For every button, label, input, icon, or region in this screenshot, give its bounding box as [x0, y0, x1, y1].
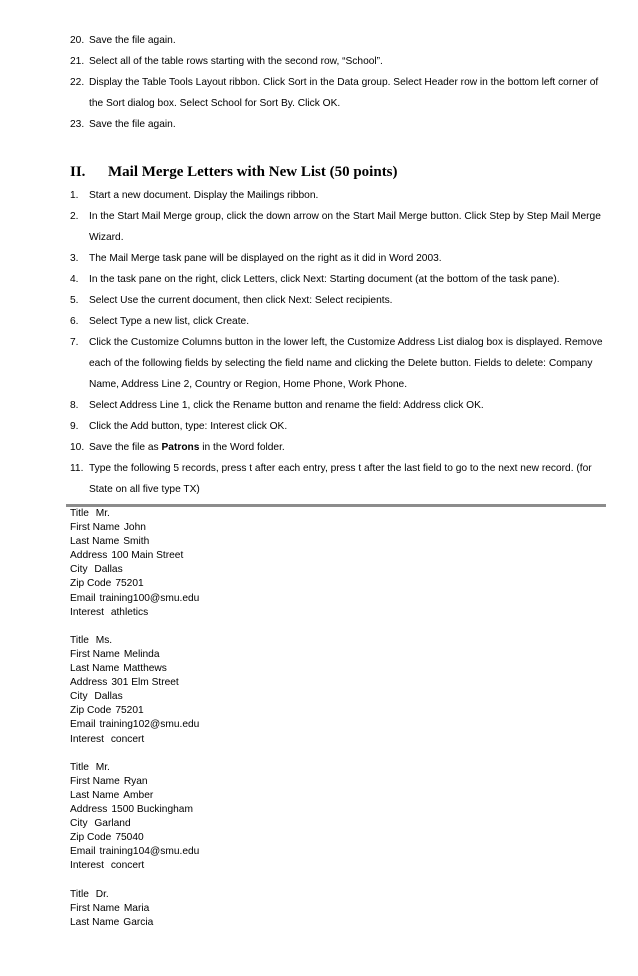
record-field — [70, 592, 370, 606]
step-number: 7. — [70, 337, 79, 348]
field-label: Interest — [70, 733, 104, 745]
section-heading — [70, 160, 610, 184]
step-text: Click the Customize Columns button in the lower left, the Customize Address List dialog box is displayed. Remove each of the following fields by selecting the field name and clicking the Delete button. Fields to delete: Company Name, Address Line 2, Country or Region, Home Phone, Work Phone. — [89, 337, 603, 390]
field-value: 75040 — [115, 832, 144, 844]
record-field — [70, 507, 370, 521]
record — [70, 761, 370, 874]
field-label: Address — [70, 677, 108, 689]
field-value: Dr. — [92, 888, 109, 900]
field-label: Title — [70, 761, 89, 773]
field-label: City — [70, 564, 88, 576]
step-number: 10. — [70, 442, 85, 453]
field-label: Interest — [70, 860, 104, 872]
list-item — [70, 206, 610, 248]
list-item — [70, 416, 610, 437]
field-value: training100@smu.edu — [99, 592, 200, 604]
field-value: training102@smu.edu — [99, 719, 200, 731]
record-field — [70, 888, 370, 902]
field-value: Mr. — [92, 761, 110, 773]
record-field — [70, 789, 370, 803]
step-text: In the task pane on the right, click Letters, click Next: Starting document (at the bottom of the task pane). — [89, 274, 560, 285]
field-label: Last Name — [70, 916, 120, 928]
field-value: 1500 Buckingham — [111, 803, 193, 815]
step-text: Start a new document. Display the Mailings ribbon. — [89, 190, 319, 201]
step-text: Save the file again. — [89, 119, 176, 130]
field-value: Dallas — [91, 564, 123, 576]
field-label: First Name — [70, 522, 120, 534]
record-field — [70, 817, 370, 831]
field-label: Email — [70, 846, 96, 858]
list-item — [70, 248, 610, 269]
step-number: 4. — [70, 274, 79, 285]
field-value: Amber — [123, 789, 154, 801]
field-label: Last Name — [70, 663, 120, 675]
record-field — [70, 690, 370, 704]
record-field — [70, 718, 370, 732]
record-field — [70, 577, 370, 591]
list-item — [70, 269, 610, 290]
file-name-bold: Patrons — [161, 442, 200, 453]
step-text-after: in the Word folder. — [199, 442, 285, 453]
field-value: Garland — [91, 818, 131, 830]
step-number: 8. — [70, 400, 79, 411]
record-field — [70, 606, 370, 620]
record-field — [70, 845, 370, 859]
field-value: 100 Main Street — [111, 550, 184, 562]
record-field — [70, 704, 370, 718]
field-value: John — [123, 522, 146, 534]
step-text: Click the Add button, type: Interest click OK. — [89, 421, 288, 432]
step-text: Type the following 5 records, press t after each entry, press t after the last field to go to the next new record. (for State on all five type TX) — [89, 463, 592, 495]
field-label: City — [70, 818, 88, 830]
record — [70, 507, 370, 620]
list-item — [70, 72, 610, 114]
section-title: Mail Merge Letters with New List (50 points) — [108, 163, 398, 180]
step-number: 11. — [70, 463, 84, 474]
step-text: Save the file again. — [89, 35, 176, 46]
record — [70, 634, 370, 747]
list-item — [70, 437, 610, 458]
field-label: First Name — [70, 775, 120, 787]
record-field — [70, 775, 370, 789]
list-item — [70, 30, 610, 51]
field-value: 301 Elm Street — [111, 677, 179, 689]
field-label: Zip Code — [70, 832, 112, 844]
field-label: First Name — [70, 648, 120, 660]
field-label: Title — [70, 888, 89, 900]
step-text: Select Type a new list, click Create. — [89, 316, 250, 327]
step-number: 3. — [70, 253, 79, 264]
field-value: concert — [107, 733, 145, 745]
field-value: training104@smu.edu — [99, 846, 200, 858]
field-value: Ryan — [123, 775, 148, 787]
record — [70, 888, 370, 930]
step-text: Select all of the table rows starting with the second row, “School”. — [89, 56, 383, 67]
step-text: In the Start Mail Merge group, click the down arrow on the Start Mail Merge button. Click Step by Step Mail Merge Wizard. — [89, 211, 601, 243]
record-field — [70, 859, 370, 873]
field-value: concert — [107, 860, 145, 872]
step-text — [89, 437, 610, 458]
step-number: 6. — [70, 316, 79, 327]
previous-steps-list — [70, 30, 610, 135]
record-field — [70, 831, 370, 845]
field-label: Zip Code — [70, 705, 112, 717]
record-field — [70, 902, 370, 916]
field-label: City — [70, 691, 88, 703]
record-field — [70, 549, 370, 563]
records-list — [70, 507, 370, 944]
section-number: II. — [70, 163, 86, 180]
step-text-before: Save the file as — [89, 442, 162, 453]
step-text: Display the Table Tools Layout ribbon. Click Sort in the Data group. Select Header row in the bottom left corner of the Sort dialog box. Select School for Sort By. Click OK. — [89, 77, 599, 109]
field-label: Email — [70, 719, 96, 731]
field-value: 75201 — [115, 705, 144, 717]
step-number: 21. — [70, 56, 85, 67]
record-field — [70, 634, 370, 648]
field-value: Garcia — [123, 916, 154, 928]
field-label: Title — [70, 508, 89, 519]
field-value: Mr. — [92, 508, 110, 519]
record-field — [70, 535, 370, 549]
field-label: Zip Code — [70, 578, 112, 590]
list-item — [70, 290, 610, 311]
record-field — [70, 916, 370, 930]
step-number: 23. — [70, 119, 85, 130]
record-field — [70, 563, 370, 577]
step-number: 20. — [70, 35, 85, 46]
list-item — [70, 51, 610, 72]
record-field — [70, 662, 370, 676]
field-label: Last Name — [70, 536, 120, 548]
record-field — [70, 761, 370, 775]
step-text: The Mail Merge task pane will be displayed on the right as it did in Word 2003. — [89, 253, 442, 264]
step-text: Select Use the current document, then click Next: Select recipients. — [89, 295, 393, 306]
list-item — [70, 332, 610, 395]
field-value: Ms. — [92, 634, 113, 646]
field-label: Email — [70, 592, 96, 604]
field-label: Address — [70, 550, 108, 562]
field-label: Title — [70, 634, 89, 646]
field-value: Melinda — [123, 648, 160, 660]
field-value: athletics — [107, 606, 149, 618]
step-number: 2. — [70, 211, 79, 222]
list-item — [70, 458, 610, 500]
record-field — [70, 676, 370, 690]
field-label: Last Name — [70, 789, 120, 801]
field-value: Smith — [123, 536, 150, 548]
field-label: Address — [70, 803, 108, 815]
step-number: 9. — [70, 421, 79, 432]
mail-merge-steps-list — [70, 185, 610, 500]
record-field — [70, 521, 370, 535]
step-text: Select Address Line 1, click the Rename button and rename the field: Address click OK. — [89, 400, 484, 411]
list-item — [70, 311, 610, 332]
record-field — [70, 648, 370, 662]
record-field — [70, 733, 370, 747]
step-number: 22. — [70, 77, 85, 88]
record-field — [70, 803, 370, 817]
list-item — [70, 395, 610, 416]
field-value: 75201 — [115, 578, 144, 590]
list-item — [70, 114, 610, 135]
field-value: Dallas — [91, 691, 123, 703]
step-number: 1. — [70, 190, 79, 201]
field-label: First Name — [70, 902, 120, 914]
field-label: Interest — [70, 606, 104, 618]
field-value: Matthews — [123, 663, 167, 675]
list-item — [70, 185, 610, 206]
field-value: Maria — [123, 902, 150, 914]
step-number: 5. — [70, 295, 79, 306]
